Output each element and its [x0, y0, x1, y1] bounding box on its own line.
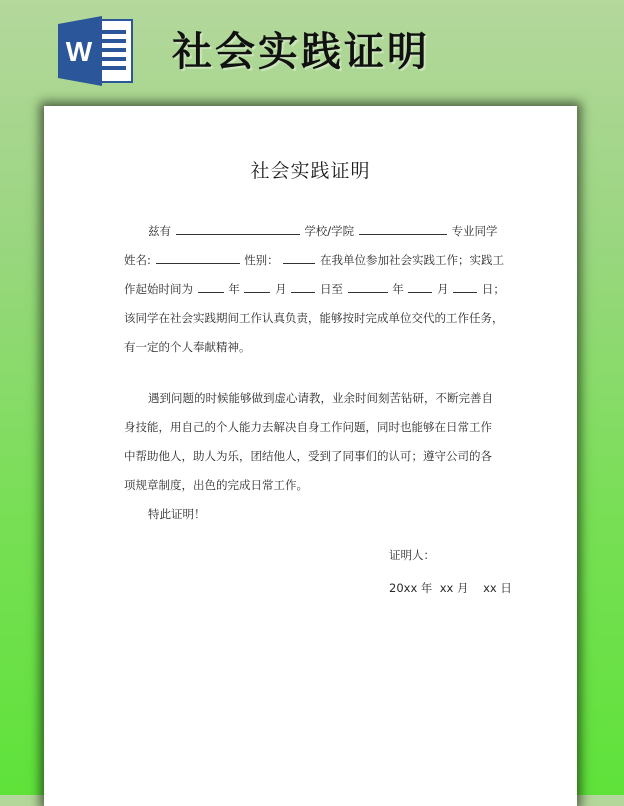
certifier-label: 证明人： [389, 548, 435, 562]
start-month-blank[interactable] [244, 281, 270, 293]
major-blank[interactable] [359, 223, 447, 235]
intro-line-4: 该同学在社会实践期间工作认真负责，能够按时完成单位交代的工作任务， [124, 311, 504, 325]
start-year-blank[interactable] [198, 281, 224, 293]
gender-blank[interactable] [283, 252, 315, 264]
signature-date: 20xx 年 xx 月 xx 日 [389, 581, 512, 595]
closing-line: 特此证明！ [148, 507, 206, 521]
document-title: 社会实践证明 [250, 160, 371, 182]
end-year-blank[interactable] [348, 281, 388, 293]
word-icon-letter: W [65, 36, 93, 67]
paragraph-evaluation [124, 384, 496, 529]
banner-title: 社会实践证明 [172, 29, 430, 75]
document-page [44, 106, 577, 806]
eval-line-4: 项规章制度，出色的完成日常工作。 [124, 478, 308, 492]
eval-line-1: 遇到问题的时候能够做到虚心请教，业余时间刻苦钻研，不断完善自 [148, 391, 493, 405]
start-day-blank[interactable] [291, 281, 315, 293]
intro-line-1: 兹有 学校/学院 专业同学 [148, 224, 498, 238]
intro-line-3: 作起始时间为 年 月 日至 年 月 日； [124, 282, 505, 296]
end-day-blank[interactable] [453, 281, 477, 293]
end-month-blank[interactable] [408, 281, 432, 293]
name-blank[interactable] [156, 252, 240, 264]
word-app-icon [58, 14, 134, 88]
intro-line-5: 有一定的个人奉献精神。 [124, 340, 251, 354]
intro-line-2: 姓名: 性别： 在我单位参加社会实践工作；实践工 [124, 253, 504, 267]
paragraph-intro [124, 217, 505, 362]
eval-line-2: 身技能，用自己的个人能力去解决自身工作问题，同时也能够在日常工作 [124, 420, 492, 434]
eval-line-3: 中帮助他人，助人为乐，团结他人，受到了同事们的认可；遵守公司的各 [124, 449, 492, 463]
school-blank[interactable] [176, 223, 300, 235]
